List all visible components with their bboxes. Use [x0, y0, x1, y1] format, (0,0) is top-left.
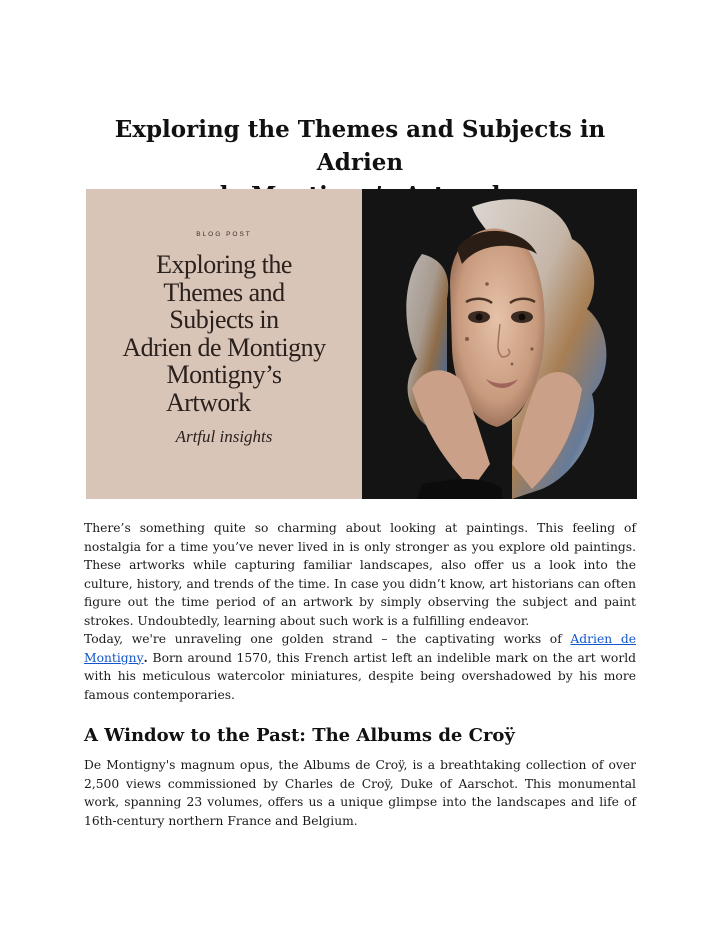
- hero-heading-line: Themes and: [163, 277, 285, 307]
- artist-link[interactable]: Adrien de Montigny: [84, 632, 636, 665]
- portrait-illustration: [362, 189, 637, 499]
- artist-paragraph-period: .: [143, 649, 148, 665]
- article-title-line-1: Exploring the Themes and Subjects in Adrien: [114, 116, 606, 176]
- hero-heading-line: Adrien de Montigny: [122, 332, 326, 362]
- artist-paragraph-intro: Today, we're unraveling one golden strand – the captivating works of: [84, 632, 571, 646]
- hero-text-panel: [86, 189, 362, 499]
- hero-brand: Artful insights: [175, 427, 273, 446]
- section-heading: A Window to the Past: The Albums de Croÿ: [84, 725, 515, 746]
- hero-portrait: [362, 189, 637, 499]
- hero-kicker: BLOG POST: [196, 231, 252, 238]
- hero-heading-line: Subjects in: [169, 305, 279, 334]
- artist-paragraph: [84, 630, 636, 704]
- hero-image: [86, 189, 637, 499]
- artist-paragraph-rest: Born around 1570, this French artist left an indelible mark on the art world with his meticulous watercolor miniatures, despite being overshadowed by his more famous contemporaries.: [84, 650, 636, 702]
- hero-heading-line: Artwork: [166, 387, 251, 417]
- intro-paragraph: There’s something quite so charming about looking at paintings. This feeling of nostalgia for a time you’ve never lived in is only stronger as you explore old paintings. These artworks while capturing familiar landscapes, also offer us a look into the culture, history, and trends of the time. In case you didn’t know, art historians can often figure out the time period of an artwork by simply observing the subject and paint strokes. Undoubtedly, learning about such work is a fulfilling endeavor.: [84, 521, 636, 628]
- hero-heading-line: Exploring the: [156, 250, 292, 279]
- hero-heading: [90, 251, 358, 416]
- hero-heading-line: Montigny’s: [166, 360, 282, 389]
- section-paragraph: De Montigny's magnum opus, the Albums de Croÿ, is a breathtaking collection of over 2,500 views commissioned by Charles de Croÿ, Duke of Aarschot. This monumental work, spanning 23 volumes, offers us a unique glimpse into the landscapes and life of 16th-century northern France and Belgium.: [84, 758, 636, 828]
